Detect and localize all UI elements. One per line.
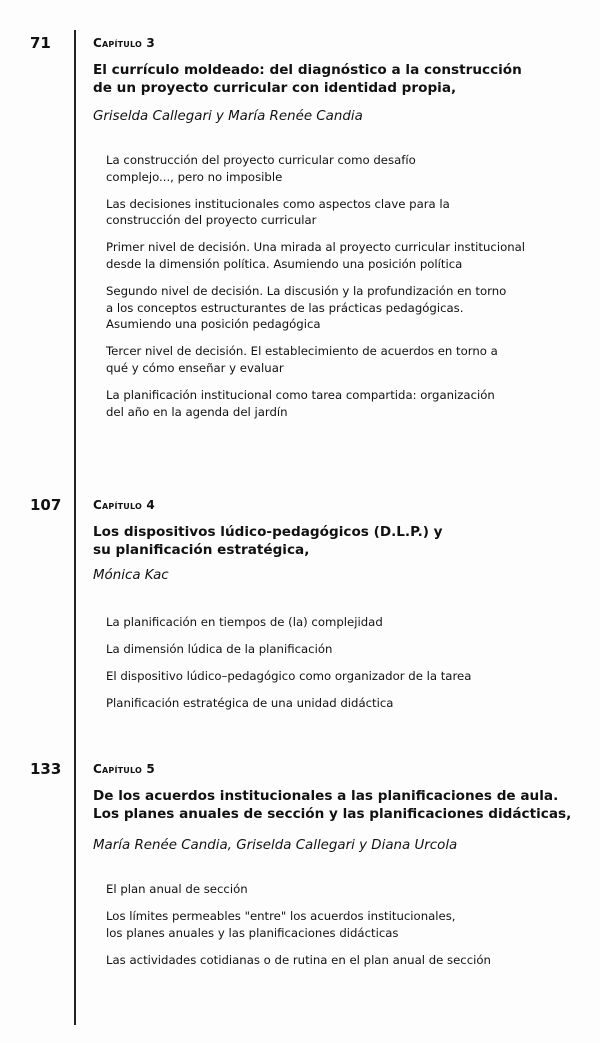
page-number: 71 xyxy=(30,34,51,52)
section-item: El plan anual de sección xyxy=(106,882,248,896)
chapter-label: Capítulo 5 xyxy=(93,762,155,776)
section-list xyxy=(106,881,586,979)
title-line: Los planes anuales de sección y las planificaciones didácticas, xyxy=(93,806,572,822)
title-line: de un proyecto curricular con identidad propia, xyxy=(93,80,457,96)
section-item: Planificación estratégica de una unidad didáctica xyxy=(106,696,394,711)
page-number: 107 xyxy=(30,496,62,514)
chapter-title xyxy=(93,787,593,823)
section-item: Las decisiones institucionales como aspectos clave para la construcción del proyecto curricular xyxy=(106,196,450,228)
vertical-rule xyxy=(74,30,76,1025)
chapter-author: Griselda Callegari y María Renée Candia xyxy=(93,109,363,124)
chapter-title xyxy=(93,523,593,559)
title-line: El currículo moldeado: del diagnóstico a la construcción xyxy=(93,62,522,78)
chapter-author: María Renée Candia, Griselda Callegari y Diana Urcola xyxy=(93,838,458,853)
page-number: 133 xyxy=(30,760,62,778)
section-item: Tercer nivel de decisión. El establecimiento de acuerdos en torno a qué y cómo enseñar y evaluar xyxy=(106,344,498,375)
chapter-author: Mónica Kac xyxy=(93,568,169,583)
section-list xyxy=(106,614,586,722)
section-item: El dispositivo lúdico–pedagógico como organizador de la tarea xyxy=(106,669,472,684)
section-item: Segundo nivel de decisión. La discusión y la profundización en torno a los conceptos estructurantes de las prácticas pedagógicas. Asumiendo una posición pedagógica xyxy=(106,284,507,332)
section-item: Primer nivel de decisión. Una mirada al proyecto curricular institucional desde la dimensión política. Asumiendo una posición política xyxy=(106,240,526,271)
section-item: La construcción del proyecto curricular como desafío complejo..., pero no imposible xyxy=(106,153,416,184)
title-line: su planificación estratégica, xyxy=(93,542,310,558)
section-item: Las actividades cotidianas o de rutina en el plan anual de sección xyxy=(106,952,491,967)
chapter-label: Capítulo 3 xyxy=(93,36,155,50)
chapter-label: Capítulo 4 xyxy=(93,498,155,512)
section-item: La dimensión lúdica de la planificación xyxy=(106,642,333,657)
title-line: De los acuerdos institucionales a las planificaciones de aula. xyxy=(93,788,559,804)
section-list xyxy=(106,152,586,431)
title-line: Los dispositivos lúdico-pedagógicos (D.L.P.) y xyxy=(93,524,443,540)
section-item: Los límites permeables "entre" los acuerdos institucionales, los planes anuales y las planificaciones didácticas xyxy=(106,909,456,940)
section-item: La planificación en tiempos de (la) complejidad xyxy=(106,615,383,629)
chapter-title xyxy=(93,61,593,97)
section-item: La planificación institucional como tarea compartida: organización del año en la agenda del jardín xyxy=(106,388,495,419)
